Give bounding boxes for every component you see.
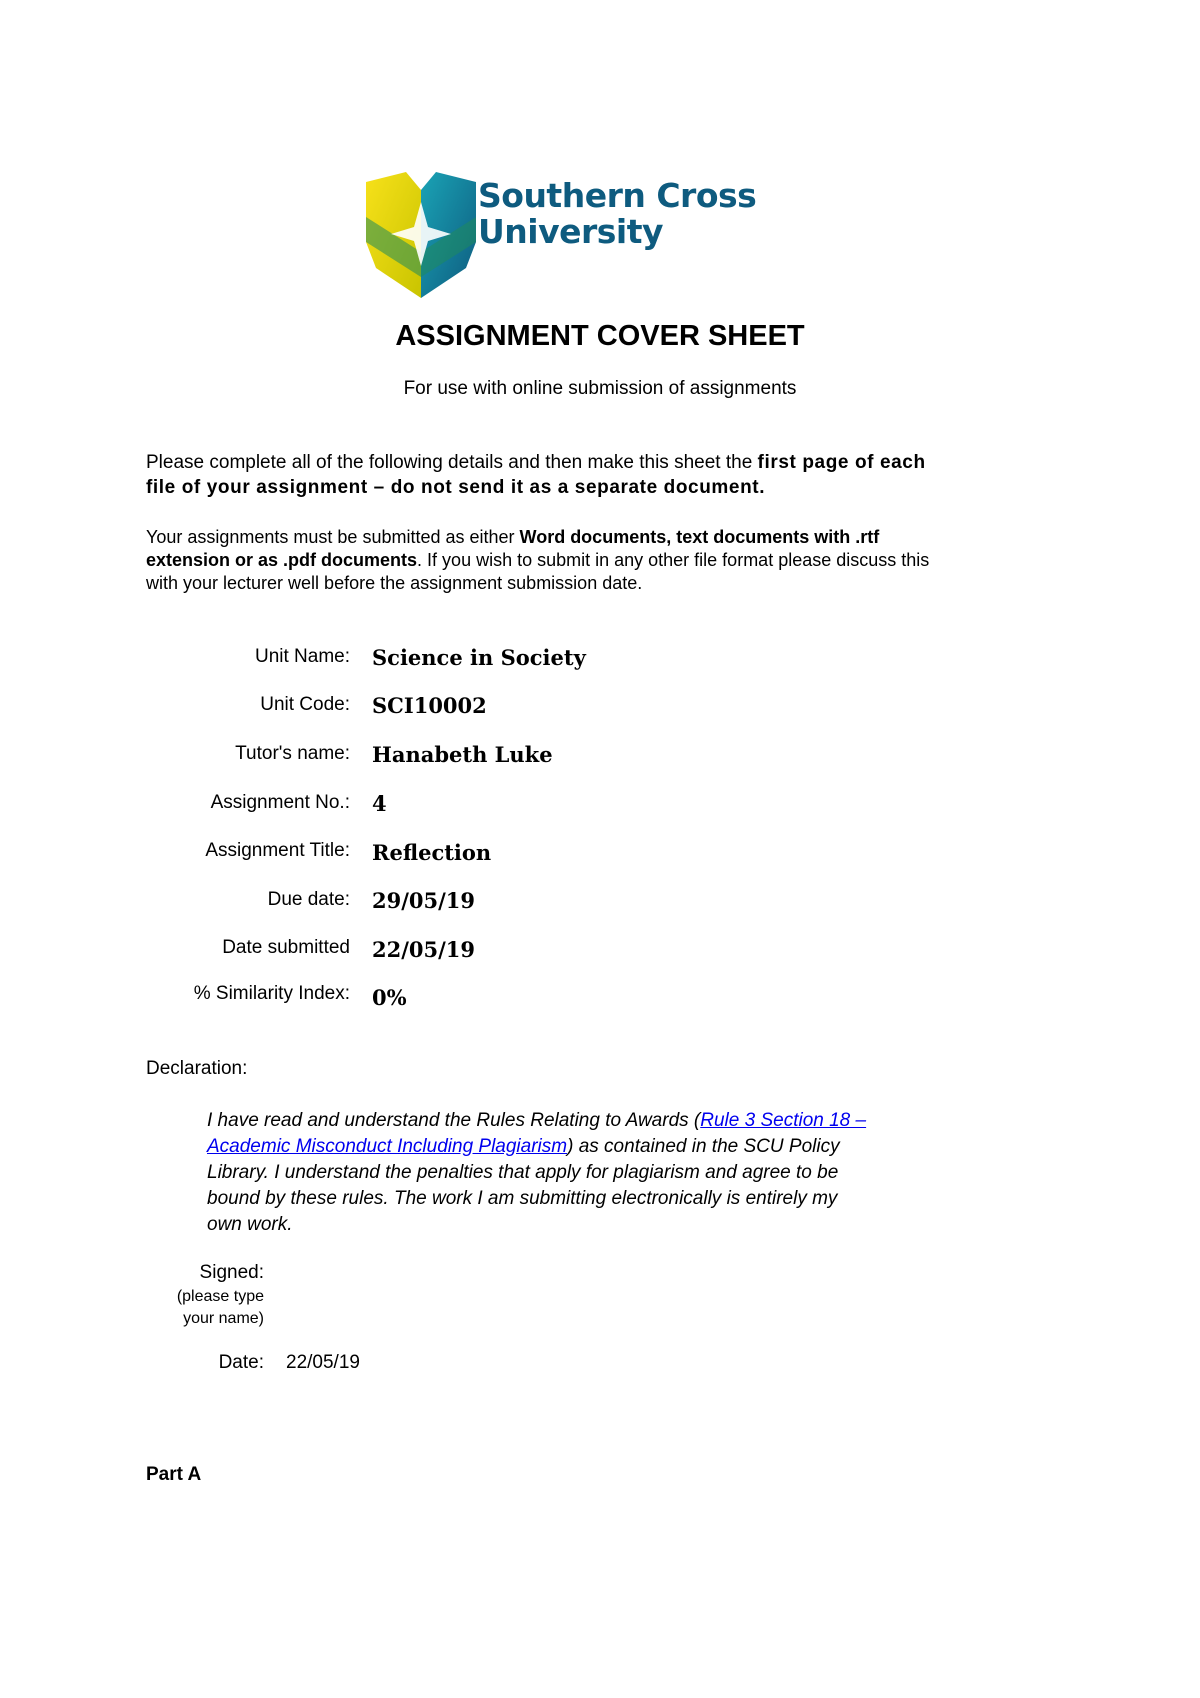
due-date-label: Due date: — [267, 889, 350, 910]
similarity-index-value: 0% — [372, 985, 407, 1010]
policy-link-continued[interactable]: Academic Misconduct Including Plagiarism — [207, 1136, 568, 1157]
university-logo-text — [478, 178, 756, 250]
university-logo-icon — [366, 172, 476, 298]
date-submitted-label: Date submitted — [222, 937, 350, 958]
unit-code-value: SCI10002 — [372, 693, 487, 718]
date-label: Date: — [218, 1352, 264, 1373]
assignment-no-label: Assignment No.: — [210, 792, 350, 813]
policy-link[interactable]: Rule 3 Section 18 – — [700, 1110, 867, 1131]
logo-line-1: Southern Cross — [478, 176, 757, 215]
instructions-paragraph-1: Please complete all of the following details and then make this sheet the first page of each file of your assignment – do not send it as a separate document. — [146, 452, 926, 498]
page-subtitle: For use with online submission of assignments — [403, 378, 797, 399]
part-a-heading: Part A — [146, 1464, 202, 1485]
date-submitted-value: 22/05/19 — [372, 937, 476, 962]
page-title: ASSIGNMENT COVER SHEET — [395, 320, 805, 352]
declaration-heading: Declaration: — [146, 1058, 248, 1079]
signed-label: Signed: — [199, 1262, 264, 1283]
assignment-no-value: 4 — [372, 791, 387, 816]
logo-line-2: University — [478, 212, 664, 251]
unit-name-label: Unit Name: — [254, 646, 350, 667]
assignment-title-value: Reflection — [372, 840, 492, 865]
declaration-text: I have read and understand the Rules Relating to Awards (Rule 3 Section 18 – Academic Misconduct Including Plagiarism) as contained in the SCU Policy Library. I understand the penalties that apply for plagiarism and agree to be bound by these rules. The work I am submitting electronically is entirely my own work. — [207, 1110, 867, 1235]
instructions-paragraph-2: Your assignments must be submitted as either Word documents, text documents with .rtf extension or as .pdf documents. If you wish to submit in any other file format please discuss this with your lecturer well before the assignment submission date. — [146, 527, 930, 593]
signed-hint: (please type your name) — [176, 1288, 264, 1327]
unit-code-label: Unit Code: — [260, 694, 350, 715]
assignment-title-label: Assignment Title: — [205, 840, 350, 861]
date-value: 22/05/19 — [286, 1352, 360, 1373]
unit-name-value: Science in Society — [372, 645, 586, 670]
similarity-index-label: % Similarity Index: — [193, 983, 350, 1004]
due-date-value: 29/05/19 — [372, 888, 476, 913]
tutor-name-label: Tutor's name: — [235, 743, 350, 764]
tutor-name-value: Hanabeth Luke — [372, 742, 553, 767]
